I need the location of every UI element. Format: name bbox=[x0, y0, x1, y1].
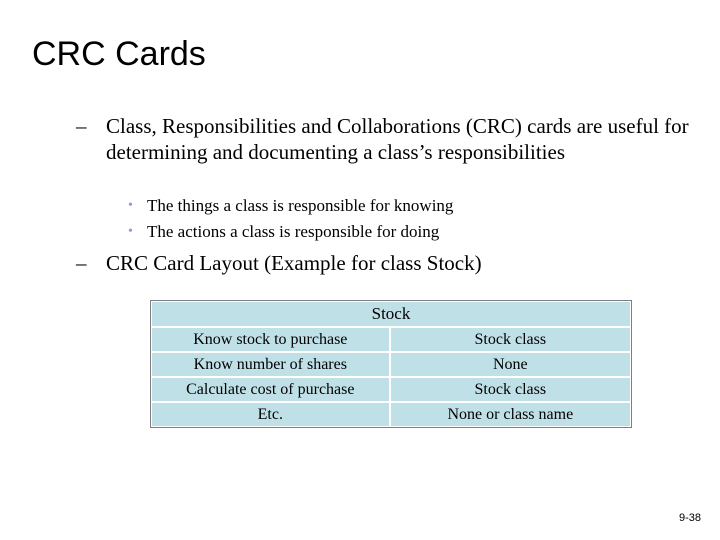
page-number: 9-38 bbox=[678, 512, 701, 524]
collaborator-cell: Stock class bbox=[390, 327, 631, 352]
slide-title: CRC Cards bbox=[32, 35, 206, 73]
responsibility-cell: Calculate cost of purchase bbox=[151, 377, 390, 402]
bullet-text: CRC Card Layout (Example for class Stock) bbox=[106, 251, 482, 275]
collaborator-cell: Stock class bbox=[390, 377, 631, 402]
table-row bbox=[151, 352, 631, 377]
responsibility-cell: Know stock to purchase bbox=[151, 327, 390, 352]
sub-bullet-knowing bbox=[128, 195, 688, 217]
responsibility-cell: Know number of shares bbox=[151, 352, 390, 377]
bullet-item-crc-layout bbox=[76, 250, 696, 276]
sub-bullet-doing bbox=[128, 221, 688, 243]
table-row bbox=[151, 402, 631, 427]
table-row bbox=[151, 377, 631, 402]
sub-bullet-text: The things a class is responsible for knowing bbox=[147, 196, 454, 215]
collaborator-cell: None or class name bbox=[390, 402, 631, 427]
crc-class-name: Stock bbox=[151, 301, 631, 327]
dot-bullet-icon: • bbox=[128, 198, 133, 213]
sub-bullet-text: The actions a class is responsible for doing bbox=[147, 222, 440, 241]
bullet-text: Class, Responsibilities and Collaborations (CRC) cards are useful for determining and documenting a class’s responsibilities bbox=[106, 114, 689, 164]
collaborator-cell: None bbox=[390, 352, 631, 377]
crc-card-table bbox=[150, 300, 632, 428]
bullet-item-crc-definition bbox=[76, 113, 696, 165]
responsibility-cell: Etc. bbox=[151, 402, 390, 427]
table-row bbox=[151, 327, 631, 352]
dash-bullet-icon: – bbox=[76, 114, 87, 138]
dash-bullet-icon: – bbox=[76, 251, 87, 275]
dot-bullet-icon: • bbox=[128, 224, 133, 239]
crc-card-header-row bbox=[151, 301, 631, 327]
